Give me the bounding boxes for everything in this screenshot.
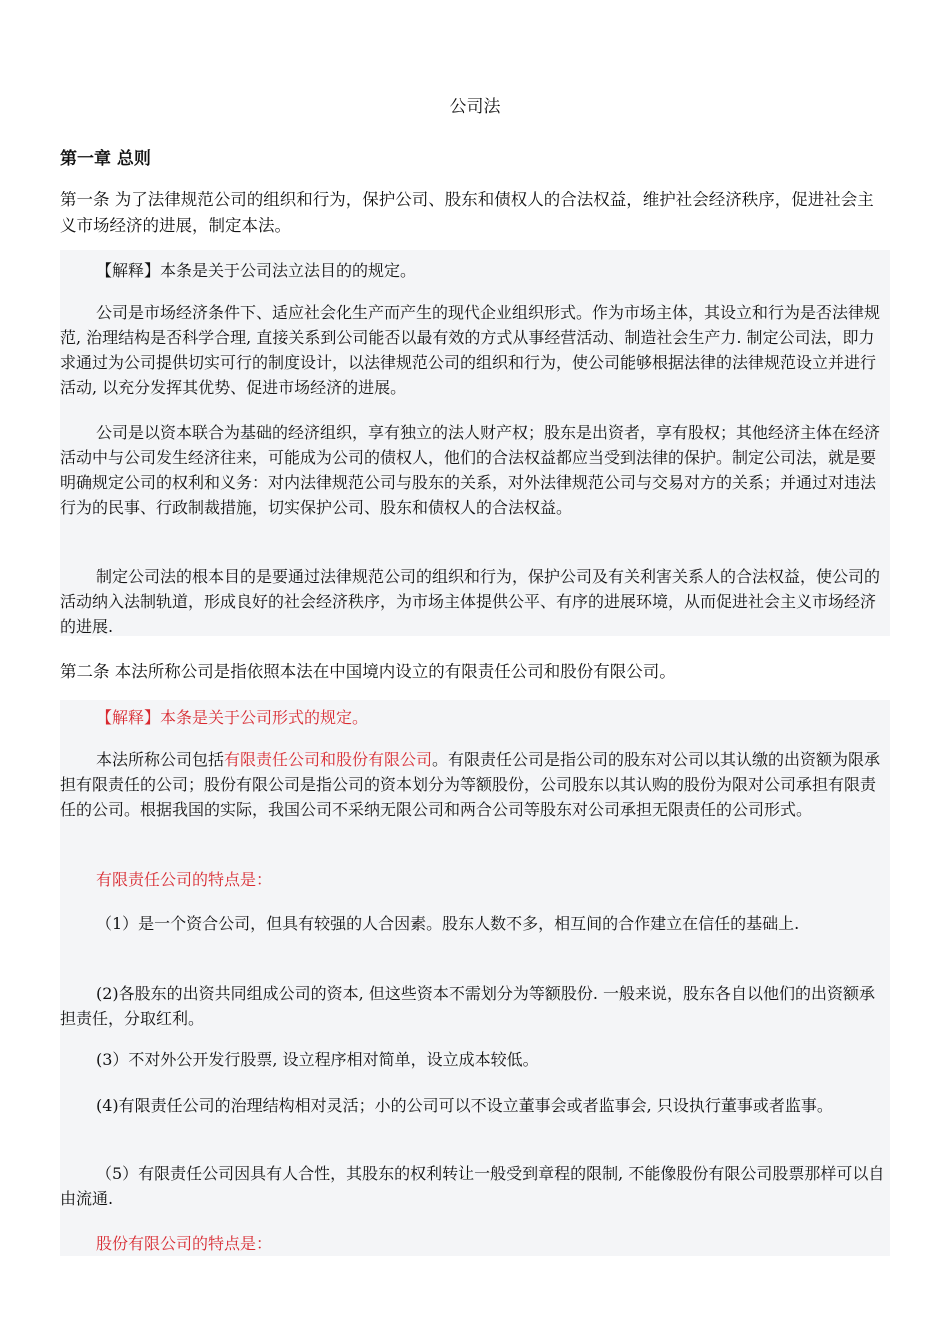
article-1-paragraph: 公司是以资本联合为基础的经济组织，享有独立的法人财产权；股东是出资者，享有股权；其他经济主体在经济活动中与公司发生经济往来，可能成为公司的债权人，他们的合法权益都应当受到法律的保护。制定公司法，就是要明确规定公司的权利和义务：对内法律规范公司与股东的关系，对外法律规范公司与交易对方的关系；并通过对违法行为的民事、行政制裁措施，切实保护公司、股东和债权人的合法权益。 bbox=[60, 423, 881, 517]
jsc-features-heading: 股份有限公司的特点是： bbox=[96, 1234, 273, 1253]
llc-feature-item: (3）不对外公开发行股票, 设立程序相对简单，设立成本较低。 bbox=[96, 1050, 539, 1069]
llc-features-heading: 有限责任公司的特点是： bbox=[96, 870, 273, 889]
article-2-explain-heading: 【解释】本条是关于公司形式的规定。 bbox=[96, 708, 369, 727]
chapter-heading: 第一章 总则 bbox=[60, 149, 151, 169]
llc-feature-item: (2)各股东的出资共同组成公司的资本, 但这些资本不需划分为等额股份. 一般来说，股东各自以他们的出资额承担责任，分取红利。 bbox=[60, 984, 876, 1028]
article-2-paragraph: 本法所称公司包括有限责任公司和股份有限公司。有限责任公司是指公司的股东对公司以其认缴的出资额为限承担有限责任的公司；股份有限公司是指公司的资本划分为等额股份，公司股东以其认购的股份为限对公司承担有限责任的公司。根据我国的实际，我国公司不采纳无限公司和两合公司等股东对公司承担无限责任的公司形式。 bbox=[60, 750, 881, 819]
article-1: 第一条 为了法律规范公司的组织和行为，保护公司、股东和债权人的合法权益，维护社会经济秩序，促进社会主义市场经济的进展，制定本法。 bbox=[60, 190, 874, 235]
highlighted-company-forms: 有限责任公司和股份有限公司 bbox=[224, 750, 433, 769]
article-1-explain-heading: 【解释】本条是关于公司法立法目的的规定。 bbox=[96, 261, 417, 280]
llc-feature-item: （5）有限责任公司因具有人合性，其股东的权利转让一般受到章程的限制, 不能像股份有限公司股票那样可以自由流通. bbox=[60, 1164, 885, 1208]
article-2: 第二条 本法所称公司是指依照本法在中国境内设立的有限责任公司和股份有限公司。 bbox=[60, 662, 676, 681]
document-title: 公司法 bbox=[449, 97, 501, 117]
llc-feature-item: (4)有限责任公司的治理结构相对灵活；小的公司可以不设立董事会或者监事会, 只设执行董事或者监事。 bbox=[96, 1096, 833, 1115]
llc-feature-item: （1）是一个资合公司，但具有较强的人合因素。股东人数不多，相互间的合作建立在信任的基础上. bbox=[96, 914, 800, 933]
article-1-paragraph: 公司是市场经济条件下、适应社会化生产而产生的现代企业组织形式。作为市场主体，其设立和行为是否法律规范, 治理结构是否科学合理, 直接关系到公司能否以最有效的方式从事经营活动、制造社会生产力. 制定公司法，即力求通过为公司提供切实可行的制度设计，以法律规范公司的组织和行为，使公司能够根据法律的法律规范设立并进行活动, 以充分发挥其优势、促进市场经济的进展。 bbox=[60, 303, 881, 397]
article-1-paragraph: 制定公司法的根本目的是要通过法律规范公司的组织和行为，保护公司及有关利害关系人的合法权益，使公司的活动纳入法制轨道，形成良好的社会经济秩序，为市场主体提供公平、有序的进展环境，从而促进社会主义市场经济的进展. bbox=[60, 567, 881, 636]
